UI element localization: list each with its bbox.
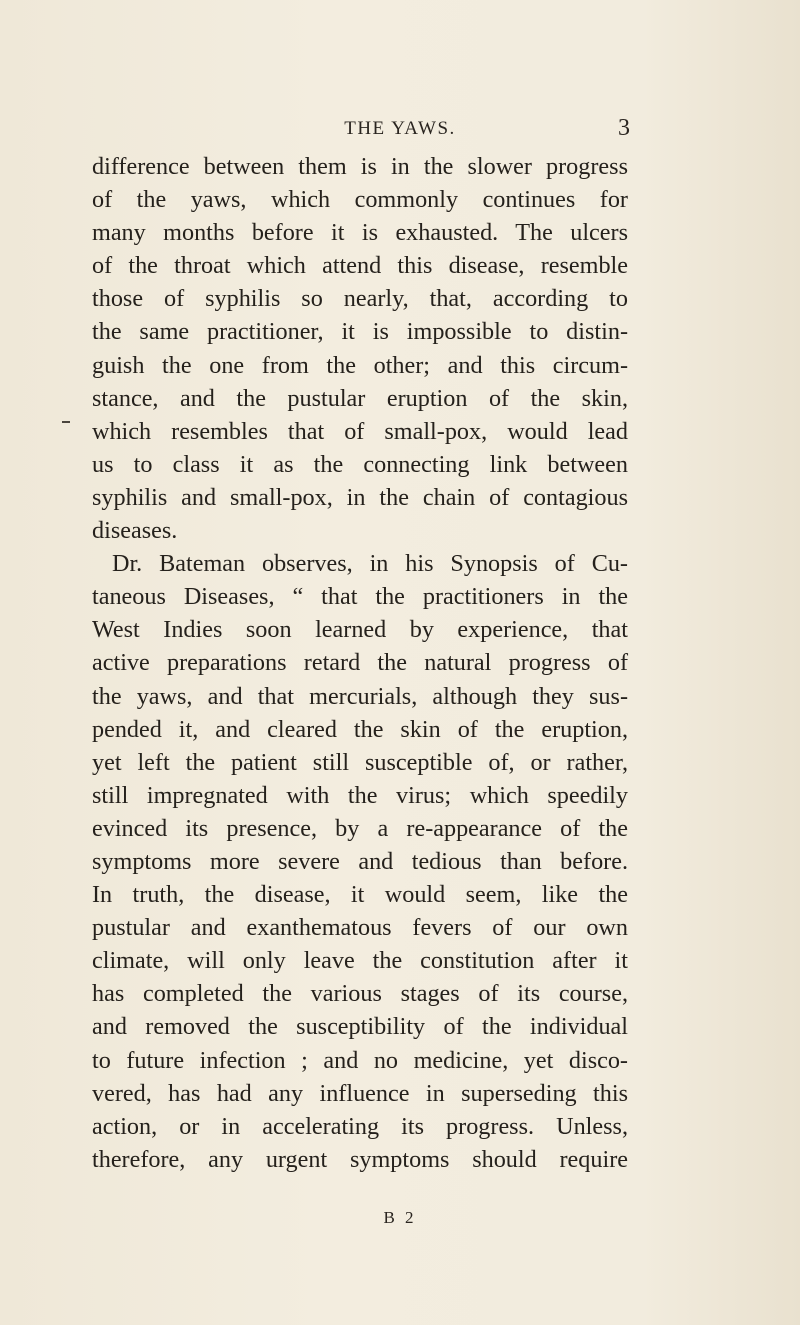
text-line: symptoms more severe and tedious than before. — [92, 847, 628, 875]
text-line: vered, has had any influence in superseding this — [92, 1079, 628, 1107]
text-line: pended it, and cleared the skin of the eruption, — [92, 715, 628, 743]
text-line: difference between them is in the slower progress — [92, 153, 628, 180]
text-line: active preparations retard the natural progress of — [92, 649, 628, 677]
text-line: of the yaws, which commonly continues for — [92, 186, 628, 214]
text-line: therefore, any urgent symptoms should require — [92, 1145, 628, 1173]
text-line: yet left the patient still susceptible of, or rather, — [92, 748, 628, 776]
text-line: syphilis and small-pox, in the chain of contagious — [92, 483, 628, 511]
text-line: those of syphilis so nearly, that, according to — [92, 285, 628, 313]
paragraph-end-line: diseases. — [92, 517, 178, 545]
text-line: guish the one from the other; and this circum- — [92, 351, 628, 379]
text-line: many months before it is exhausted. The ulcers — [92, 219, 628, 247]
text-line: In truth, the disease, it would seem, like the — [92, 881, 628, 909]
text-line: us to class it as the connecting link between — [92, 450, 628, 478]
text-line: has completed the various stages of its course, — [92, 980, 628, 1008]
margin-mark — [62, 421, 70, 423]
text-line: of the throat which attend this disease, resemble — [92, 252, 628, 280]
text-line: evinced its presence, by a re-appearance of the — [92, 814, 628, 842]
paragraph-start-line: Dr. Bateman observes, in his Synopsis of Cu- — [112, 550, 628, 578]
text-line: to future infection ; and no medicine, yet disco- — [92, 1046, 628, 1074]
text-line: action, or in accelerating its progress. Unless, — [92, 1112, 628, 1140]
text-line: which resembles that of small-pox, would lead — [92, 417, 628, 445]
text-line: the same practitioner, it is impossible to distin- — [92, 318, 628, 346]
text-line: still impregnated with the virus; which speedily — [92, 781, 628, 809]
text-line: taneous Diseases, “ that the practitioners in the — [92, 583, 628, 611]
text-line: climate, will only leave the constitution after it — [92, 947, 628, 975]
page-number: 3 — [618, 115, 630, 141]
running-head: THE YAWS. — [344, 118, 456, 139]
page-header — [0, 115, 800, 144]
text-line: the yaws, and that mercurials, although they sus- — [92, 682, 628, 710]
text-line: West Indies soon learned by experience, that — [92, 616, 628, 644]
body-text — [92, 150, 628, 1176]
text-line: pustular and exanthematous fevers of our own — [92, 914, 628, 942]
text-line: stance, and the pustular eruption of the skin, — [92, 384, 628, 412]
text-line: and removed the susceptibility of the individual — [92, 1013, 628, 1041]
signature-mark: B 2 — [383, 1208, 417, 1227]
